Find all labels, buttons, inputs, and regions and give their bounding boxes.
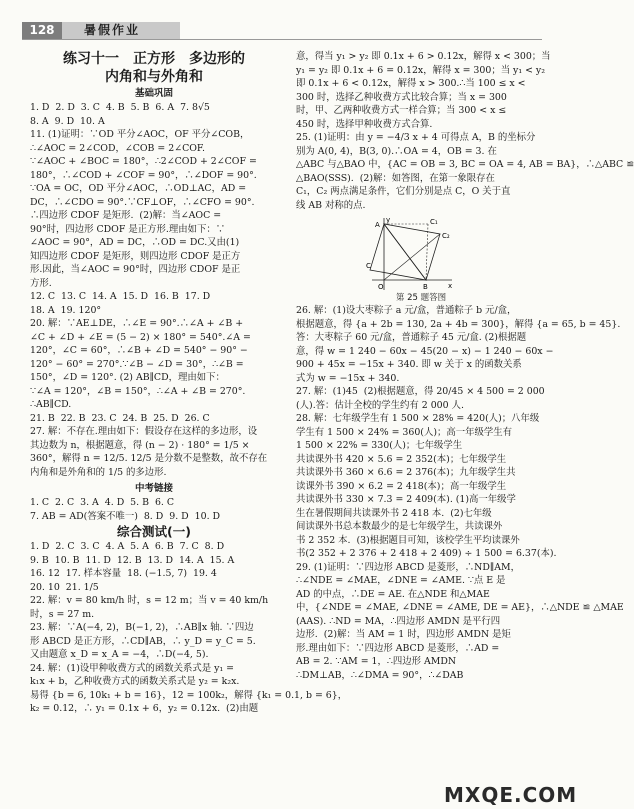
text-line: 又由题意 x_D = x_A = −4，∴D(−4, 5). bbox=[30, 649, 209, 660]
text-line: 线 AB 对称的点. bbox=[296, 199, 366, 211]
triangle-abc bbox=[370, 224, 426, 280]
exercise-subtitle: 基础巩固 bbox=[134, 88, 173, 99]
text-line: 180°，∴∠COD + ∠COF = 90°，∴∠DOF = 90°. bbox=[30, 169, 257, 181]
text-line: 11. (1)证明：∵OD 平分∠AOC，OF 平分∠COB， bbox=[30, 129, 250, 140]
text-line: 300 时，选择乙种收费方式比较合算；当 x = 300 bbox=[296, 91, 507, 103]
text-line: 20. 解：∵AE⊥DE，∴∠E = 90°.∴∠A + ∠B + bbox=[30, 318, 244, 329]
text-line: ∵OA = OC，OD 平分∠AOC，∴OD⊥AC，AD = bbox=[30, 183, 247, 194]
right-column bbox=[296, 50, 634, 682]
triangle-abc1 bbox=[384, 224, 440, 280]
test-lines bbox=[30, 540, 348, 716]
right-answer-lines bbox=[296, 50, 634, 212]
label-a: A bbox=[375, 221, 380, 229]
text-line: 12. C 13. C 14. A 15. D 16. B 17. D bbox=[30, 291, 211, 302]
label-y: y bbox=[386, 216, 391, 224]
label-o: O bbox=[378, 283, 384, 291]
right-answer-lines-2 bbox=[296, 304, 624, 682]
diag-line bbox=[384, 234, 440, 280]
text-line: 共读课外书 330 × 7.3 = 2 409(本). (1)高一年级学 bbox=[296, 494, 516, 505]
text-line: 时，s = 27 m. bbox=[30, 608, 95, 620]
text-line: 28. 解：七年级学生有 1 500 × 28% = 420(人)；八年级 bbox=[296, 413, 540, 424]
text-line: 1 500 × 22% = 330(人)；七年级学生 bbox=[296, 440, 463, 451]
text-line: 生在暑假期间共读课外书 2 418 本. (2)七年级 bbox=[296, 507, 492, 519]
text-line: (人).答：估计全校的学生约有 2 000 人. bbox=[296, 399, 464, 411]
text-line: ∴四边形 CDOF 是矩形. (2)解：当∠AOC = bbox=[30, 210, 222, 221]
header-rule bbox=[22, 39, 542, 40]
text-line: 边形. (2)解：当 AM = 1 时，四边形 AMDN 是矩 bbox=[296, 629, 511, 640]
text-line: 1. D 2. D 3. C 4. B 5. B 6. A 7. 8√5 bbox=[30, 102, 210, 113]
text-line: 意，得 w = 1 240 − 60x − 45(20 − x) − 1 240 − 60x − bbox=[296, 345, 554, 357]
text-line: 150°，∠D = 120°. (2) AB∥CD，理由如下： bbox=[30, 372, 225, 383]
exercise-title-line2: 内角和与外角和 bbox=[105, 69, 203, 85]
text-line: 90°时，四边形 CDOF 是正方形.理由如下：∵ bbox=[30, 223, 226, 235]
label-c2: C₂ bbox=[442, 232, 450, 240]
text-line: 学生有 1 500 × 24% = 360(人)；高一年级学生有 bbox=[296, 426, 512, 438]
text-line: 间读课外书总本数最少的是七年级学生，共读课外 bbox=[296, 521, 503, 532]
text-line: ∵∠AOC + ∠BOC = 180°，∴2∠COD + 2∠COF = bbox=[30, 156, 257, 167]
text-line: 8. A 9. D 10. A bbox=[30, 115, 105, 127]
page-header bbox=[0, 0, 560, 42]
text-line: 别为 A(0, 4)，B(3, 0).∴OA = 4，OB = 3. 在 bbox=[296, 145, 497, 157]
text-line: 16. 12 17. 样本容量 18. (−1.5, 7) 19. 4 bbox=[30, 568, 217, 579]
text-line: (AAS). ∴ND = MA，∴四边形 AMDN 是平行四 bbox=[296, 615, 501, 627]
text-line: 1. C 2. C 3. A 4. D 5. B 6. C bbox=[30, 497, 175, 508]
text-line: 26. 解：(1)设大枣粽子 a 元/盒，普通粽子 b 元/盒， bbox=[296, 305, 517, 316]
text-line: 23. 解：∵A(−4, 2)，B(−1, 2)，∴AB∥x 轴. ∵四边 bbox=[30, 622, 254, 633]
text-line: 内角和是外角和的 1/5 的多边形. bbox=[30, 466, 167, 478]
text-line: DC，∴∠CDO = 90°.∵CF⊥OF，∴∠CFO = 90°. bbox=[30, 196, 255, 208]
text-line: 1. D 2. C 3. C 4. A 5. A 6. B 7. C 8. D bbox=[30, 541, 225, 552]
text-line: y₁ = y₂ 即 0.1x + 6 = 0.12x，解得 x = 300；当 y₁ < y₂ bbox=[296, 64, 545, 76]
text-line: k₂ = 0.12，∴ y₁ = 0.1x + 6，y₂ = 0.12x. (2)由题 bbox=[30, 703, 259, 714]
header-title: 暑假作业 bbox=[84, 23, 141, 37]
text-line: AD 的中点，∴DE = AE. 在△NDE 和△MAE bbox=[296, 588, 490, 600]
text-line: ∴AB∥CD. bbox=[30, 399, 72, 410]
text-line: 式为 w = −15x + 340. bbox=[296, 372, 400, 384]
text-line: 形.理由如下：∵四边形 ABCD 是菱形，∴AD = bbox=[296, 642, 500, 654]
text-line: 9. B 10. B 11. D 12. B 13. D 14. A 15. A bbox=[30, 554, 235, 566]
text-line: k₁x + b，乙种收费方式的函数关系式是 y₂ = k₂x. bbox=[30, 676, 240, 687]
page-number: 128 bbox=[22, 22, 62, 39]
text-line: 7. AB = AD(答案不唯一) 8. D 9. D 10. D bbox=[30, 510, 221, 522]
exercise-title-line1: 练习十一 正方形 多边形的 bbox=[63, 51, 245, 67]
text-line: 25. (1)证明：由 y = −4/3 x + 4 可得点 A，B 的坐标分 bbox=[296, 132, 536, 143]
text-line: 其边数为 n，根据题意，得 (n − 2) · 180° = 1/5 × bbox=[30, 439, 250, 451]
text-line: 24. 解：(1)设甲种收费方式的函数关系式是 y₁ = bbox=[30, 662, 235, 674]
text-line: 书(2 352 + 2 376 + 2 418 + 2 409) ÷ 1 500 = 6.37(本). bbox=[296, 548, 557, 559]
text-line: 120° − 60° = 270°.∵∠B − ∠D = 30°，∴∠B = bbox=[30, 358, 244, 370]
zhongkao-lines bbox=[30, 496, 278, 523]
text-line: ∴∠NDE = ∠MAE，∠DNE = ∠AME. ∵点 E 是 bbox=[296, 575, 506, 586]
text-line: 知四边形 CDOF 是矩形，则四边形 CDOF 是正方 bbox=[30, 250, 241, 262]
text-line: 27. 解：(1)45 (2)根据题意，得 20/45 × 4 500 = 2 000 bbox=[296, 386, 545, 397]
text-line: ∠C + ∠D + ∠E = (5 − 2) × 180° = 540°.∠A = bbox=[30, 331, 251, 343]
watermark-logo: MXQE.COM bbox=[444, 783, 578, 807]
text-line: 21. B 22. B 23. C 24. B 25. D 26. C bbox=[30, 412, 210, 424]
text-line: 形.因此，当∠AOC = 90°时，四边形 CDOF 是正 bbox=[30, 264, 241, 275]
text-line: 共读课外书 360 × 6.6 = 2 376(本)；九年级学生共 bbox=[296, 467, 516, 478]
text-line: 360°，解得 n = 12/5. 12/5 是分数不是整数，故不存在 bbox=[30, 453, 268, 464]
text-line: ∵∠A = 120°，∠B = 150°，∴∠A + ∠B = 270°. bbox=[30, 385, 246, 397]
text-line: 450 时，选择甲种收费方式合算. bbox=[296, 118, 433, 130]
text-line: △ABC 与△BAO 中，{AC = OB = 3, BC = OA = 4, AB = BA}，∴△ABC ≌ bbox=[296, 159, 634, 170]
text-line: AB = 2. ∵AM = 1，∴四边形 AMDN bbox=[296, 656, 457, 667]
coordinate-diagram bbox=[366, 214, 456, 292]
text-line: 易得 {b = 6, 10k₁ + b = 16}，12 = 100k₂，解得 {k₁ = 0.1, b = 6}， bbox=[30, 689, 348, 701]
left-answer-lines bbox=[30, 101, 278, 479]
text-line: 书 2 352 本. (3)根据题目可知，该校学生平均读课外 bbox=[296, 534, 520, 546]
label-c: C bbox=[366, 262, 371, 270]
text-line: ∴∠AOC = 2∠COD，∠COB = 2∠COF. bbox=[30, 142, 205, 154]
text-line: 即 0.1x + 6 < 0.12x，解得 x > 300.∴当 100 ≤ x < bbox=[296, 78, 526, 89]
dashed-line-2 bbox=[426, 224, 428, 280]
text-line: ∠AOC = 90°，AD = DC，∴OD = DC.又由(1) bbox=[30, 237, 240, 248]
text-line: △BAO(SSS). (2)解：如答图，在第一象限存在 bbox=[296, 172, 495, 184]
text-line: 共读课外书 420 × 5.6 = 2 352(本)；七年级学生 bbox=[296, 453, 507, 465]
text-line: C₁，C₂ 两点满足条件，它们分别是点 C，O 关于直 bbox=[296, 186, 511, 197]
text-line: 22. 解：v = 80 km/h 时，s = 12 m；当 v = 40 km/h bbox=[30, 595, 269, 606]
text-line: 20. 10 21. 1/5 bbox=[30, 581, 99, 593]
zhongkao-title: 中考链接 bbox=[134, 483, 173, 494]
figure-25 bbox=[366, 214, 456, 292]
test-title: 综合测试(一) bbox=[117, 524, 191, 539]
text-line: ∴DM⊥AB，∴∠DMA = 90°，∴∠DAB bbox=[296, 669, 464, 681]
text-line: 29. (1)证明：∵四边形 ABCD 是菱形，∴ND∥AM， bbox=[296, 561, 520, 573]
text-line: 意，得当 y₁ > y₂ 即 0.1x + 6 > 0.12x，解得 x < 300；当 bbox=[296, 51, 551, 62]
text-line: 答：大枣粽子 60 元/盒，普通粽子 45 元/盒. (2)根据题 bbox=[296, 332, 527, 343]
text-line: 900 + 45x = −15x + 340. 即 w 关于 x 的函数关系 bbox=[296, 359, 522, 370]
text-line: 根据题意，得 {a + 2b = 130, 2a + 4b = 300}，解得 {a = 65, b = 45}. bbox=[296, 318, 621, 330]
text-line: 形 ABCD 是正方形，∴CD∥AB，∴ y_D = y_C = 5. bbox=[30, 635, 256, 647]
label-c1: C₁ bbox=[430, 218, 438, 226]
text-line: 120°，∠C = 60°，∴∠B + ∠D = 540° − 90° − bbox=[30, 345, 248, 356]
text-line: 中，{∠NDE = ∠MAE, ∠DNE = ∠AME, DE = AE}，∴△NDE ≌ △MAE bbox=[296, 602, 624, 613]
figure-caption: 第 25 题答图 bbox=[395, 293, 447, 303]
text-line: 方形. bbox=[30, 277, 52, 289]
label-x: x bbox=[448, 282, 453, 290]
text-line: 时，甲、乙两种收费方式一样合算；当 300 < x ≤ bbox=[296, 105, 507, 116]
label-b: B bbox=[423, 283, 428, 291]
text-line: 27. 解：不存在.理由如下：假设存在这样的多边形，设 bbox=[30, 426, 258, 437]
text-line: 18. A 19. 120° bbox=[30, 304, 102, 316]
text-line: 读课外书 390 × 6.2 = 2 418(本)；高一年级学生 bbox=[296, 480, 507, 492]
